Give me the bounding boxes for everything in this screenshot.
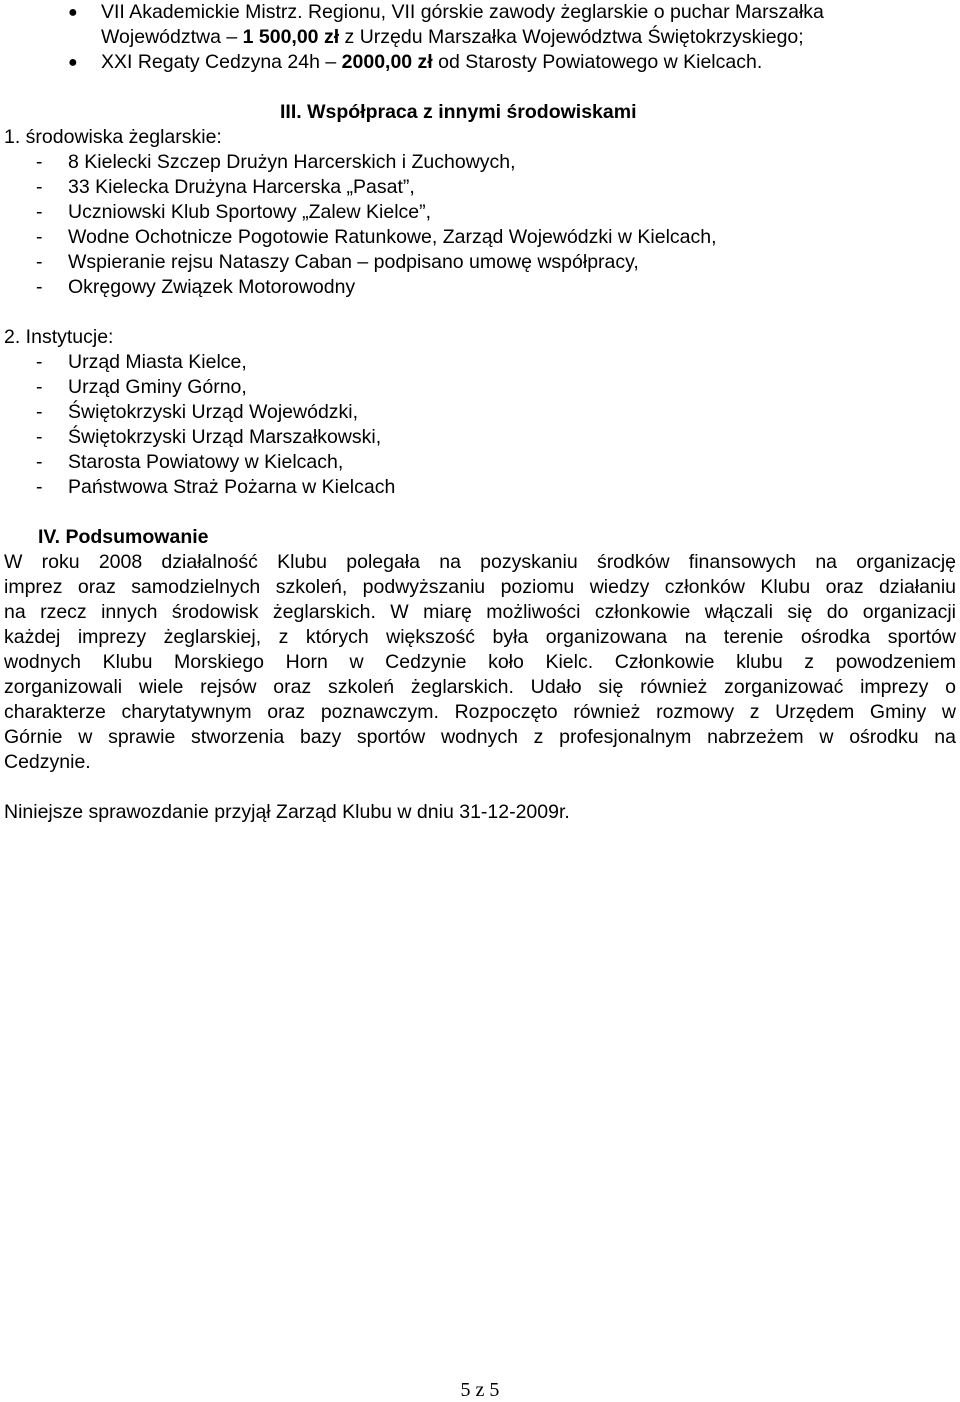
dash: - <box>36 226 43 248</box>
page-number: 5 z 5 <box>460 1379 500 1401</box>
paragraph-line: zorganizowali wiele rejsów oraz szkoleń żeglarskich. Udało się również zorganizować imprezy o <box>4 676 956 698</box>
dash: - <box>36 451 43 473</box>
dash: - <box>36 376 43 398</box>
section-3-heading: III. Współpraca z innymi środowiskami <box>280 101 637 123</box>
bullet-2-amount: 2000,00 zł <box>341 51 433 73</box>
paragraph-line: na rzecz innych środowisk żeglarskich. W miarę możliwości członkowie włączali się do organizacji <box>4 601 956 623</box>
paragraph-line: Górnie w sprawie stworzenia bazy sportów wodnych z profesjonalnym nabrzeżem w ośrodku na <box>4 726 956 748</box>
list-item: Urząd Gminy Górno, <box>68 376 247 398</box>
list-item: Wspieranie rejsu Nataszy Caban – podpisano umowę współpracy, <box>68 251 639 273</box>
bullet-1-amount: 1 500,00 zł <box>242 26 340 48</box>
list-item: Okręgowy Związek Motorowodny <box>68 276 356 298</box>
list-item: Państwowa Straż Pożarna w Kielcach <box>68 476 396 498</box>
paragraph-line: Cedzynie. <box>4 751 91 773</box>
paragraph-line: charakterze charytatywnym oraz poznawczym. Rozpoczęto również rozmowy z Urzędem Gminy w <box>4 701 956 723</box>
list-item: Wodne Ochotnicze Pogotowie Ratunkowe, Zarząd Wojewódzki w Kielcach, <box>68 226 717 248</box>
dash: - <box>36 476 43 498</box>
list-item: Świętokrzyski Urząd Marszałkowski, <box>68 426 382 448</box>
list-item: Starosta Powiatowy w Kielcach, <box>68 451 344 473</box>
dash: - <box>36 401 43 423</box>
dash: - <box>36 201 43 223</box>
bullet-icon: ● <box>68 4 78 21</box>
list-item: 8 Kielecki Szczep Drużyn Harcerskich i Zuchowych, <box>68 151 516 173</box>
paragraph-line: imprez oraz samodzielnych szkoleń, podwyższaniu poziomu wiedzy członków Klubu oraz działaniu <box>4 576 956 598</box>
dash: - <box>36 426 43 448</box>
dash: - <box>36 351 43 373</box>
bullet-icon: ● <box>68 54 78 71</box>
paragraph-line: każdej imprezy żeglarskiej, z których większość była organizowana na terenie ośrodka sportów <box>4 626 956 648</box>
bullet-1-text-a: Województwa – <box>101 26 243 48</box>
dash: - <box>36 251 43 273</box>
paragraph-line: wodnych Klubu Morskiego Horn w Cedzynie koło Kielc. Członkowie klubu z powodzeniem <box>4 651 956 673</box>
bullet-1-text-b: z Urzędu Marszałka Województwa Świętokrzyskiego; <box>339 26 804 48</box>
section-4-heading: IV. Podsumowanie <box>38 526 209 548</box>
bullet-2-line <box>101 50 762 75</box>
bullet-2-text-a: XXI Regaty Cedzyna 24h – <box>101 51 342 73</box>
bullet-1-line-2 <box>101 25 804 50</box>
bullet-2-text-b: od Starosty Powiatowego w Kielcach. <box>432 51 763 73</box>
group-1-title: 1. środowiska żeglarskie: <box>4 126 222 148</box>
closing-statement: Niniejsze sprawozdanie przyjął Zarząd Klubu w dniu 31-12-2009r. <box>4 801 570 823</box>
list-item: Świętokrzyski Urząd Wojewódzki, <box>68 401 359 423</box>
group-2-title: 2. Instytucje: <box>4 326 114 348</box>
dash: - <box>36 176 43 198</box>
dash: - <box>36 276 43 298</box>
bullet-1-line-1: VII Akademickie Mistrz. Regionu, VII górskie zawody żeglarskie o puchar Marszałka <box>101 1 824 23</box>
list-item: Urząd Miasta Kielce, <box>68 351 247 373</box>
paragraph-line: W roku 2008 działalność Klubu polegała na pozyskaniu środków finansowych na organizację <box>4 551 956 573</box>
list-item: Uczniowski Klub Sportowy „Zalew Kielce”, <box>68 201 432 223</box>
dash: - <box>36 151 43 173</box>
list-item: 33 Kielecka Drużyna Harcerska „Pasat”, <box>68 176 415 198</box>
